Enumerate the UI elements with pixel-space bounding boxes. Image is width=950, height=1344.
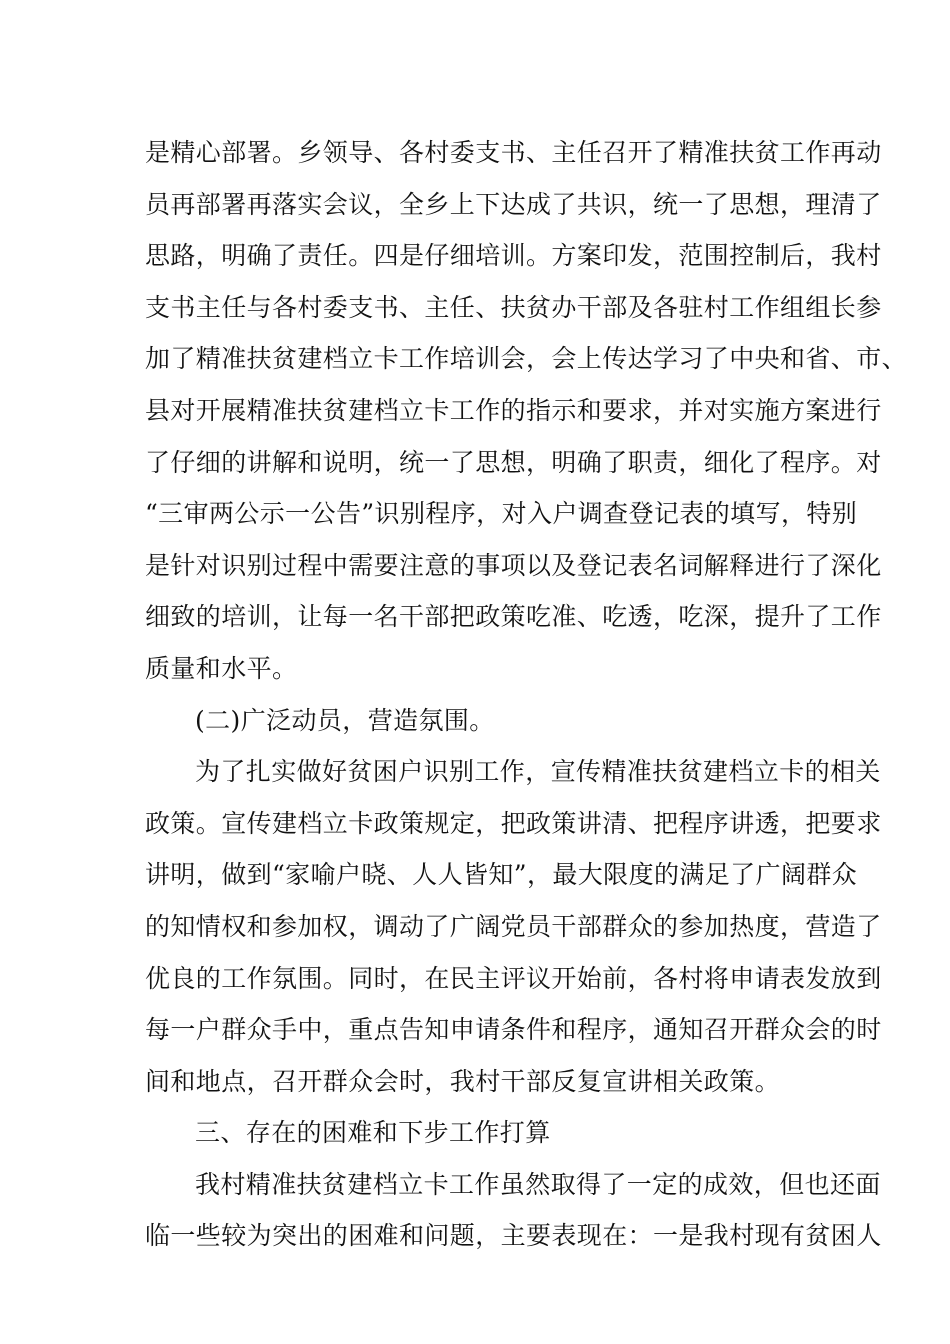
document-body	[145, 127, 908, 1262]
body-text-line: 了仔细的讲解和说明，统一了思想，明确了职责，细化了程序。对	[145, 447, 882, 477]
body-text-line: 的知情权和参加权，调动了广阔党员干部群众的参加热度，营造了	[145, 911, 882, 941]
body-text-line: 细致的培训，让每一名干部把政策吃准、吃透，吃深，提升了工作	[145, 602, 882, 632]
body-text-line: 加了精准扶贫建档立卡工作培训会，会上传达学习了中央和省、市、	[145, 344, 908, 374]
body-text-line: 县对开展精准扶贫建档立卡工作的指示和要求，并对实施方案进行	[145, 395, 882, 425]
body-text-line: 思路，明确了责任。四是仔细培训。方案印发，范围控制后，我村	[145, 241, 882, 271]
body-text-line: 间和地点，召开群众会时，我村干部反复宣讲相关政策。	[145, 1066, 781, 1096]
body-text-line: 员再部署再落实会议，全乡上下达成了共识，统一了思想，理清了	[145, 189, 882, 219]
body-text-line: 每一户群众手中，重点告知申请条件和程序，通知召开群众会的时	[145, 1015, 882, 1045]
body-text-line: 是针对识别过程中需要注意的事项以及登记表名词解释进行了深化	[145, 550, 882, 580]
body-text-line: 支书主任与各村委支书、主任、扶贫办干部及各驻村工作组组长参	[145, 292, 882, 322]
paragraph-first-line: 我村精准扶贫建档立卡工作虽然取得了一定的成效，但也还面	[195, 1169, 881, 1199]
body-text-line: 优良的工作氛围。同时，在民主评议开始前，各村将申请表发放到	[145, 963, 882, 993]
body-text-line: 临一些较为突出的困难和问题，主要表现在：一是我村现有贫困人	[145, 1221, 882, 1251]
paragraph-first-line: 为了扎实做好贫困户识别工作，宣传精准扶贫建档立卡的相关	[195, 757, 881, 787]
section-heading: 三、存在的困难和下步工作打算	[195, 1118, 551, 1148]
section-heading: (二)广泛动员，营造氛围。	[195, 705, 495, 735]
body-text-line: 政策。宣传建档立卡政策规定，把政策讲清、把程序讲透，把要求	[145, 808, 882, 838]
body-text-line: 质量和水平。	[145, 653, 298, 683]
body-text-line: 讲明，做到“家喻户晓、人人皆知”，最大限度的满足了广阔群众	[145, 860, 858, 890]
body-text-line: 是精心部署。乡领导、各村委支书、主任召开了精准扶贫工作再动	[145, 138, 882, 167]
body-text-line: “三审两公示一公告”识别程序，对入户调查登记表的填写，特别	[145, 499, 858, 529]
